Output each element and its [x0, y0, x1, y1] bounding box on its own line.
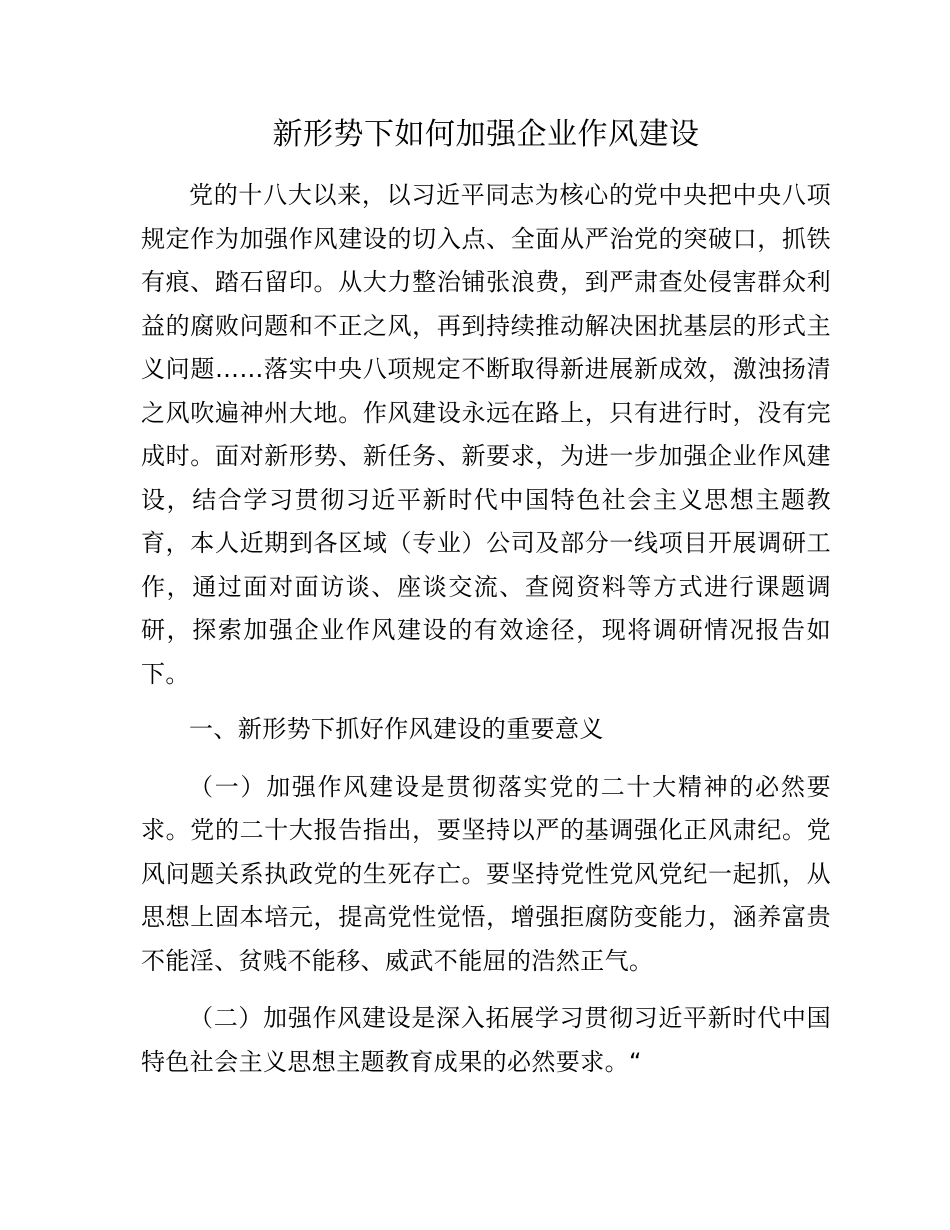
subsection-paragraph-1: （一）加强作风建设是贯彻落实党的二十大精神的必然要求。党的二十大报告指出，要坚持以严的基调强化正风肃纪。党风问题关系执政党的生死存亡。要坚持党性党风党纪一起抓，从思想上固本培元，提高党性觉悟，增强拒腐防变能力，涵养富贵不能淫、贫贱不能移、威武不能屈的浩然正气。 [141, 772, 831, 975]
section-heading-1: 一、新形势下抓好作风建设的重要意义 [189, 715, 604, 743]
document-page [141, 110, 831, 1084]
subsection-paragraph-2: （二）加强作风建设是深入拓展学习贯彻习近平新时代中国特色社会主义思想主题教育成果的必然要求。“ [141, 1004, 831, 1076]
document-title: 新形势下如何加强企业作风建设 [272, 117, 700, 152]
intro-paragraph: 党的十八大以来，以习近平同志为核心的党中央把中央八项规定作为加强作风建设的切入点、全面从严治党的突破口，抓铁有痕、踏石留印。从大力整治铺张浪费，到严肃查处侵害群众利益的腐败问题和不正之风，再到持续推动解决困扰基层的形式主义问题……落实中央八项规定不断取得新进展新成效，激浊扬清之风吹遍神州大地。作风建设永远在路上，只有进行时，没有完成时。面对新形势、新任务、新要求，为进一步加强企业作风建设，结合学习贯彻习近平新时代中国特色社会主义思想主题教育，本人近期到各区域（专业）公司及部分一线项目开展调研工作，通过面对面访谈、座谈交流、查阅资料等方式进行课题调研，探索加强企业作风建设的有效途径，现将调研情况报告如下。 [141, 181, 831, 688]
